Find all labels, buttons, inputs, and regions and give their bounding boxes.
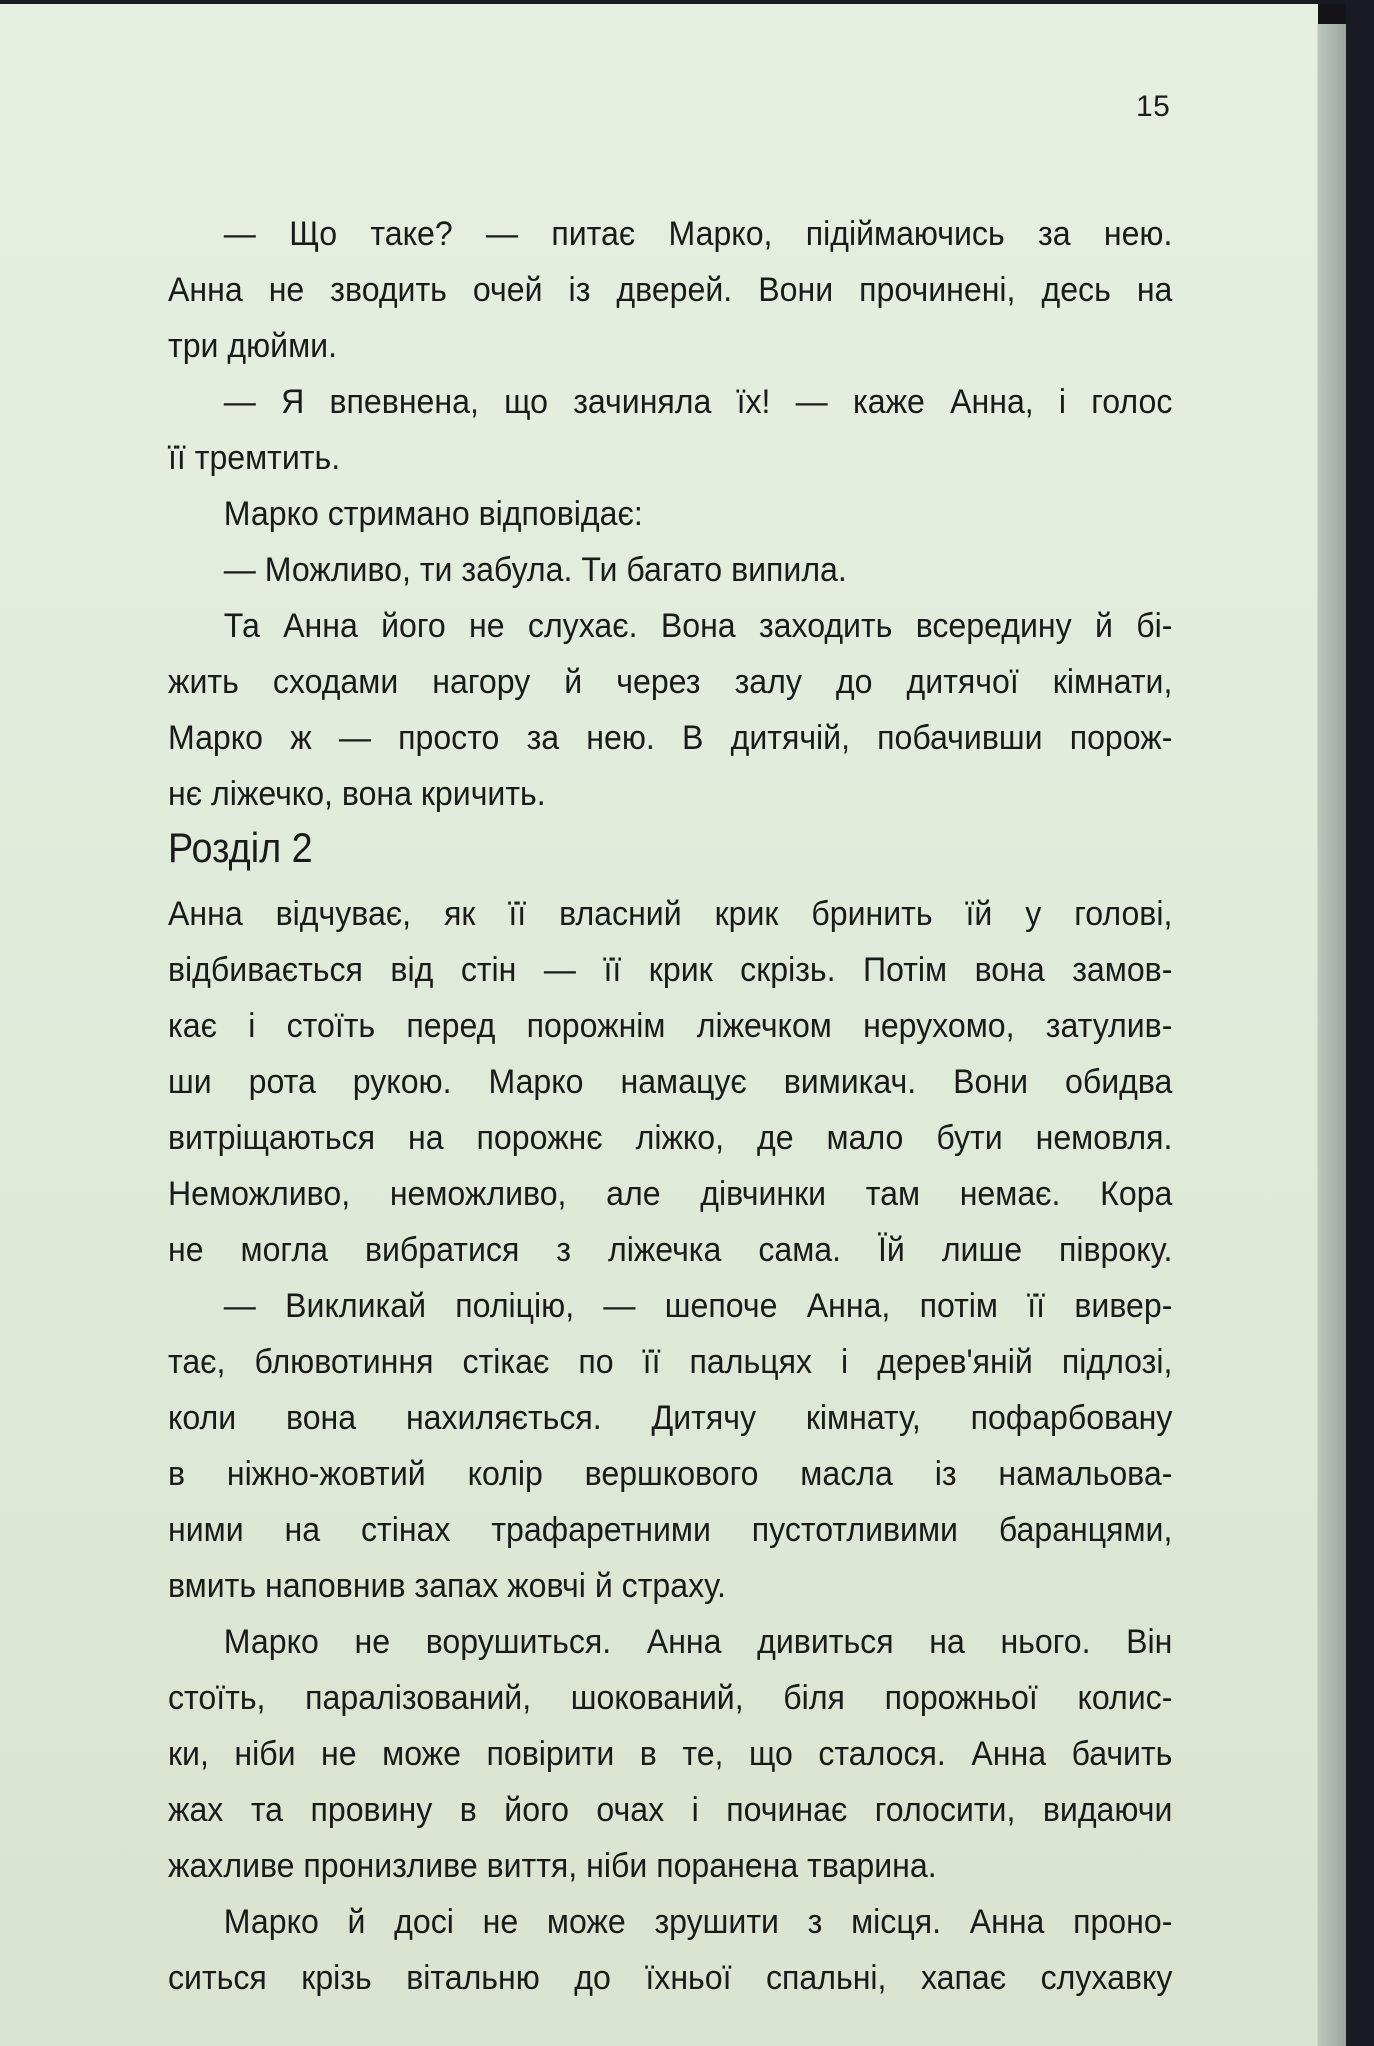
text-line: Марко стримано відповідає:	[223, 495, 643, 533]
text-line: відбивається від стін — її крик скрізь. Потім вона замов-	[168, 951, 1173, 989]
text-line: — Що таке? — питає Марко, підіймаючись за нею.	[223, 215, 1173, 253]
text-section-1	[168, 206, 1173, 822]
text-line: Неможливо, неможливо, але дівчинки там немає. Кора	[168, 1175, 1173, 1213]
text-line: нє ліжечко, вона кричить.	[168, 775, 546, 813]
text-line: Марко ж — просто за нею. В дитячій, побачивши порож-	[168, 719, 1173, 757]
text-line: ки, ніби не може повірити в те, що сталося. Анна бачить	[168, 1735, 1173, 1773]
text-section-2	[168, 886, 1173, 2006]
text-line: жах та провину в його очах і починає голосити, видаючи	[168, 1791, 1173, 1829]
text-line: Та Анна його не слухає. Вона заходить всередину й бі-	[223, 607, 1173, 645]
text-line: в ніжно-жовтий колір вершкового масла із намальова-	[168, 1455, 1173, 1493]
text-line: ситься крізь вітальню до їхньої спальні, хапає слухавку	[168, 1959, 1173, 1997]
text-line: витріщаються на порожнє ліжко, де мало бути немовля.	[168, 1119, 1173, 1157]
text-line: Анна відчуває, як її власний крик бринить їй у голові,	[168, 895, 1173, 933]
text-line: — Я впевнена, що зачиняла їх! — каже Анна, і голос	[223, 383, 1173, 421]
text-line: Марко й досі не може зрушити з місця. Анна проно-	[223, 1903, 1173, 1941]
text-line: вмить наповнив запах жовчі й страху.	[168, 1567, 726, 1605]
text-line: тає, блювотиння стікає по її пальцях і дерев'яній підлозі,	[168, 1343, 1173, 1381]
text-line: ши рота рукою. Марко намацує вимикач. Вони обидва	[168, 1063, 1173, 1101]
text-line: ними на стінах трафаретними пустотливими баранцями,	[168, 1511, 1173, 1549]
text-line: коли вона нахиляється. Дитячу кімнату, пофарбовану	[168, 1399, 1173, 1437]
text-line: стоїть, паралізований, шокований, біля порожньої колис-	[168, 1679, 1173, 1717]
text-line: Анна не зводить очей із дверей. Вони прочинені, десь на	[168, 271, 1173, 309]
text-line: жахливе пронизливе виття, ніби поранена тварина.	[168, 1847, 937, 1885]
text-line: її тремтить.	[168, 439, 341, 477]
text-line: — Можливо, ти забула. Ти багато випила.	[223, 551, 847, 589]
chapter-heading: Розділ 2	[168, 824, 313, 871]
text-line: не могла вибратися з ліжечка сама. Їй лише півроку.	[168, 1231, 1173, 1269]
text-line: кає і стоїть перед порожнім ліжечком нерухомо, затулив-	[168, 1007, 1173, 1045]
text-line: — Викликай поліцію, — шепоче Анна, потім її вивер-	[223, 1287, 1173, 1325]
text-line: три дюйми.	[168, 327, 337, 365]
text-line: Марко не ворушиться. Анна дивиться на нього. Він	[223, 1623, 1173, 1661]
text-line: жить сходами нагору й через залу до дитячої кімнати,	[168, 663, 1173, 701]
page-number: 15	[1136, 90, 1171, 123]
page-edge	[1317, 24, 1346, 2046]
book-page	[0, 4, 1346, 2046]
